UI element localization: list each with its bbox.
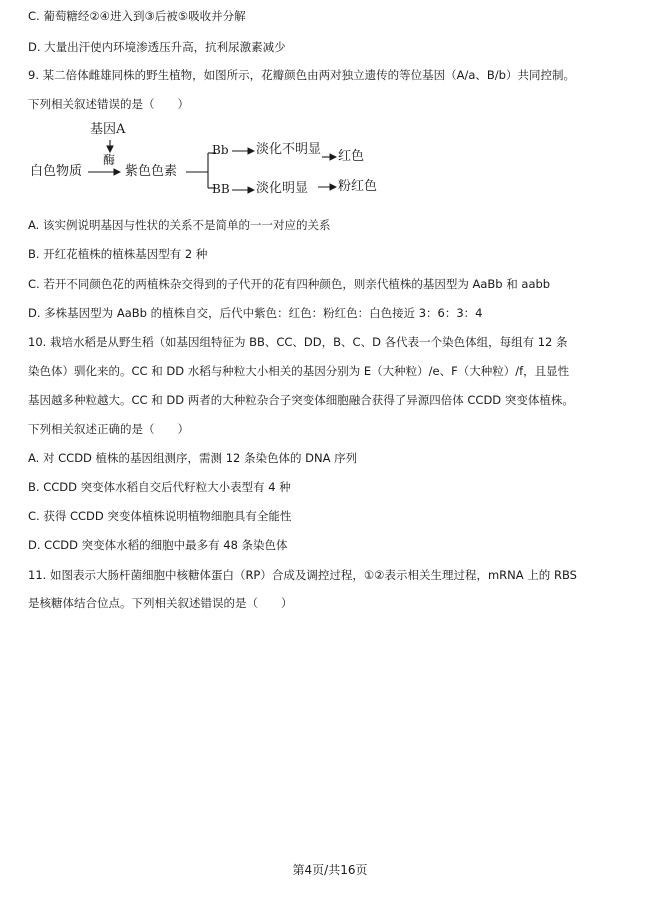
genotype-bb-lower: BB [212,182,230,196]
question-9-option-b: B. 开红花植株的植株基因型有 2 种 [28,247,208,261]
question-10-option-d: D. CCDD 突变体水稻的细胞中最多有 48 条染色体 [28,538,288,552]
question-9-stem: 9. 某二倍体雌雄同株的野生植物，如图所示，花瓣颜色由两对独立遗传的等位基因（A/a、B/b）共同控制。 [28,68,575,82]
question-10-option-a: A. 对 CCDD 植株的基因组测序，需测 12 条染色体的 DNA 序列 [28,451,358,465]
fade-strong-label: 淡化明显 [256,181,309,196]
question-11-stem-1: 11. 如图表示大肠杆菌细胞中核糖体蛋白（RP）合成及调控过程，①②表示相关生理过程，mRNA 上的 RBS [28,568,577,582]
question-10-stem-1: 10. 栽培水稻是从野生稻（如基因组特征为 BB、CC、DD，B、C、D 各代表一个染色体组，每组有 12 条 [28,335,568,349]
page-number: 第4页/共16页 [292,863,368,877]
question-9-option-a: A. 该实例说明基因与性状的关系不是简单的一一对应的关系 [28,218,331,232]
genotype-bb-upper: Bb [212,143,229,157]
question-11-prompt: 是核糖体结合位点。下列相关叙述错误的是（ ） [28,596,293,610]
fade-weak-label: 淡化不明显 [256,142,322,157]
question-9-prompt: 下列相关叙述错误的是（ ） [28,97,189,111]
purple-pigment-label: 紫色色素 [125,164,178,179]
question-10-option-b: B. CCDD 突变体水稻自交后代籽粒大小表型有 4 种 [28,480,291,494]
gene-a-label: 基因A [90,122,126,137]
question-9-option-c: C. 若开不同颜色花的两植株杂交得到的子代开的花有四种颜色，则亲代植株的基因型为 AaBb 和 aabb [28,277,551,291]
question-10-stem-2: 染色体）驯化来的。CC 和 DD 水稻与种粒大小相关的基因分别为 E（大种粒）/e、F（大种粒）/f，且显性 [28,364,570,378]
option-c-prev: C. 葡萄糖经②④进入到③后被⑤吸收并分解 [28,9,246,23]
question-10-option-c: C. 获得 CCDD 突变体植株说明植物细胞具有全能性 [28,509,292,523]
enzyme-label: 酶 [103,153,116,167]
pink-color-label: 粉红色 [338,179,378,194]
option-d-prev: D. 大量出汗使内环境渗透压升高，抗利尿激素减少 [28,40,286,54]
red-color-label: 红色 [338,149,365,164]
question-10-prompt: 下列相关叙述正确的是（ ） [28,422,189,436]
white-substance-label: 白色物质 [30,164,83,179]
question-10-stem-3: 基因越多种粒越大。CC 和 DD 两者的大种粒杂合子突变体细胞融合获得了异源四倍体 CCDD 突变体植株。 [28,393,574,407]
question-9-option-d: D. 多株基因型为 AaBb 的植株自交，后代中紫色：红色：粉红色：白色接近 3：6：3：4 [28,306,483,320]
